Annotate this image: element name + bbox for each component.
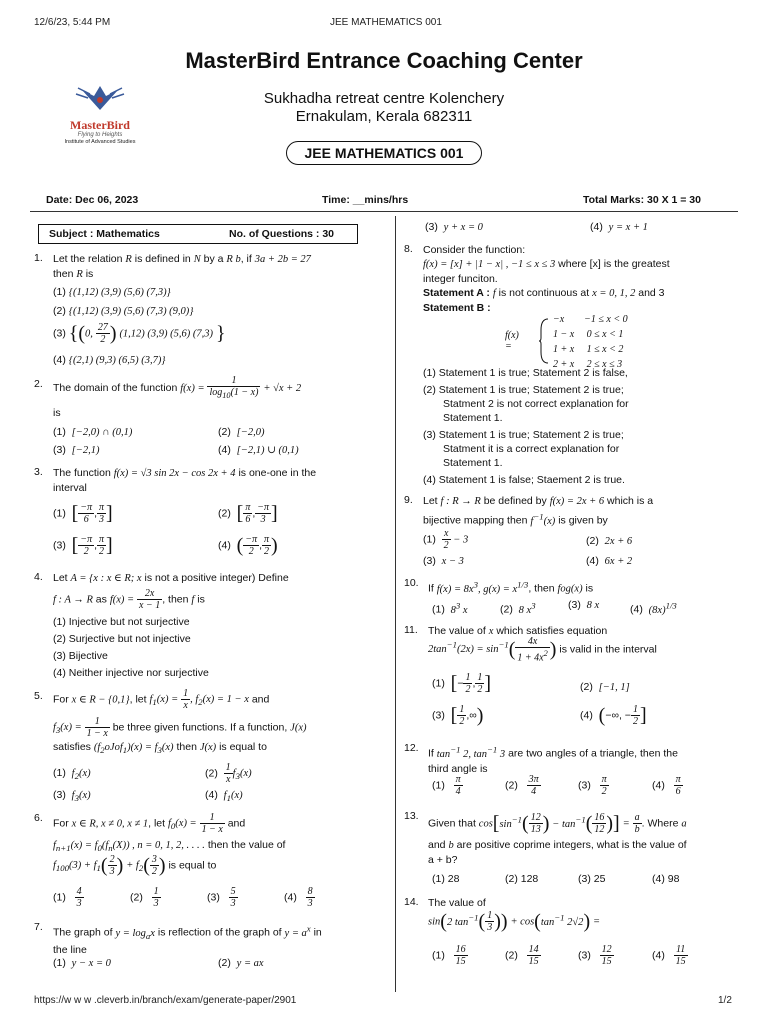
- question-6-line3: $f_{100}(3) + f_1$( $\frac{2}{3}$ ) + $f_2$( $\frac{3}{2}$ ) is equal to: [53, 854, 217, 877]
- q11-option-4[interactable]: (4) (−∞, − $\frac{1}{2}$ ]: [580, 704, 647, 727]
- q13-option-1[interactable]: (1) 28: [432, 873, 460, 885]
- q10-option-3[interactable]: (3) 8 x: [568, 599, 600, 611]
- question-number: 1.: [34, 252, 43, 264]
- q6-option-1[interactable]: (1) $\frac{4}{3}$: [53, 886, 82, 909]
- q5-option-4[interactable]: (4) $f_1(x)$: [205, 789, 243, 804]
- question-7: The graph of $y = \log_ax$ is reflection of the graph of $y = a^x$ in the line: [53, 923, 322, 956]
- q6-option-2[interactable]: (2) $\frac{1}{3}$: [130, 886, 159, 909]
- q1-option-2[interactable]: (2) {(1,12) (3,9) (5,6) (7,3) (9,0)}: [53, 305, 194, 317]
- q13-option-2[interactable]: (2) 128: [505, 873, 539, 885]
- question-9: Let f : R → R be defined by f(x) = 2x + 6 which is a bijective mapping then $f^{-1}(x)$ is given by: [423, 495, 654, 527]
- print-page-number: 1/2: [718, 995, 732, 1006]
- q2-tail: is: [53, 407, 61, 419]
- question-number: 5.: [34, 690, 43, 702]
- address-line-2: Ernakulam, Kerala 682311: [295, 108, 473, 125]
- question-number: 4.: [34, 571, 43, 583]
- divider: [30, 211, 738, 212]
- q6-option-3[interactable]: (3) $\frac{5}{3}$: [207, 886, 236, 909]
- q9-option-4[interactable]: (4) 6x + 2: [586, 555, 633, 567]
- q11-option-1[interactable]: (1) [− $\frac{1}{2}$ , $\frac{1}{2}$ ]: [432, 672, 492, 695]
- question-number: 3.: [34, 466, 43, 478]
- q8-option-2[interactable]: (2) Statement 1 is true; Statement 2 is true;: [423, 384, 624, 396]
- q8-option-2-line3: Statement 1.: [443, 412, 503, 424]
- q10-option-1[interactable]: (1) $8^3$ x: [432, 600, 468, 616]
- q8-option-3-line3: Statement 1.: [443, 457, 503, 469]
- print-url: https://w w w .cleverb.in/branch/exam/generate-paper/2901: [34, 995, 297, 1006]
- question-5-line3: satisfies $(f_2oJof_1)(x) = f_3(x)$ then J(x) is equal to: [53, 741, 267, 756]
- subject-box: [38, 224, 358, 244]
- question-14-expression: sin(2 $\tan^{-1}$( $\frac{1}{3}$ )) + $\cos(\tan^{-1}$ 2√2) =: [428, 910, 601, 934]
- question-5: For x ∈ R − {0,1}, let $f_1(x)$ = $\frac{1}{x}$ , $f_2(x) = 1 - x$ and: [53, 688, 270, 711]
- q4-option-1[interactable]: (1) Injective but not surjective: [53, 616, 190, 628]
- q1-option-4[interactable]: (4) {(2,1) (9,3) (6,5) (3,7)}: [53, 354, 166, 366]
- question-11-line2: $2\tan^{-1}(2x) = \sin^{-1}$( $\frac{4x}{1 + 4x^2}$ ) is valid in the interval: [428, 636, 657, 664]
- print-tab-title: JEE MATHEMATICS 001: [330, 17, 442, 28]
- q7-option-3[interactable]: (3) y + x = 0: [425, 221, 483, 233]
- question-8: Consider the function: f(x) = [x] + |1 − x| , −1 ≤ x ≤ 3 where [x] is the greatest integer funciton. Statement A : f is not continuous at x = 0, 1, 2 and 3 Statement B :: [423, 244, 670, 314]
- q7-option-4[interactable]: (4) y = x + 1: [590, 221, 648, 233]
- q9-option-2[interactable]: (2) 2x + 6: [586, 535, 633, 547]
- question-count: No. of Questions : 30: [229, 228, 335, 240]
- question-4-line2: f : A → R as f(x) = $\frac{2x}{x - 1}$ , then f is: [53, 588, 205, 611]
- question-6-line2: $f_{n+1}(x) = f_0(f_n(X))$ , n = 0, 1, 2, . . . . then the value of: [53, 839, 286, 854]
- q2-option-1[interactable]: (1) [−2,0) ∩ (0,1): [53, 426, 133, 438]
- q8-option-4[interactable]: (4) Statement 1 is false; Staement 2 is true.: [423, 474, 625, 486]
- q7-option-1[interactable]: (1) y − x = 0: [53, 957, 111, 969]
- q8-option-2-line2: Statment 2 is not correct explanation for: [443, 398, 629, 410]
- question-13-line2: and b are positive coprime integers, what is the value of a + b?: [428, 839, 687, 866]
- q2-option-2[interactable]: (2) [−2,0): [218, 426, 265, 438]
- q14-option-3[interactable]: (3) $\frac{12}{15}$: [578, 944, 612, 967]
- q8-option-3[interactable]: (3) Statement 1 is true; Statement 2 is true;: [423, 429, 624, 441]
- question-number: 8.: [404, 243, 413, 255]
- question-5-line2: $f_3(x)$ = $\frac{1}{1 - x}$ be three given functions. If a function, J(x): [53, 716, 307, 739]
- q4-option-4[interactable]: (4) Neither injective nor surjective: [53, 667, 209, 679]
- q3-option-4[interactable]: (4) ( $\frac{-\pi}{2}$ , $\frac{\pi}{2}$ ): [218, 534, 278, 557]
- question-2: The domain of the function f(x) = $\frac{1}{\log_{10}(1 - x)}$ + √x + 2: [53, 375, 302, 400]
- question-6: For x ∈ R, x ≠ 0, x ≠ 1, let $f_0(x)$ = $\frac{1}{1 - x}$ and: [53, 812, 246, 835]
- logo-text: MasterBird: [70, 118, 130, 132]
- q3-option-3[interactable]: (3) [ $\frac{-\pi}{2}$ , $\frac{\pi}{2}$ ]: [53, 534, 113, 557]
- q12-option-2[interactable]: (2) $\frac{3\pi}{4}$: [505, 774, 539, 797]
- q7-option-2[interactable]: (2) y = ax: [218, 957, 264, 969]
- q6-option-4[interactable]: (4) $\frac{8}{3}$: [284, 886, 313, 909]
- question-4: Let A = {x : x ∈ R; x is not a positive integer) Define: [53, 572, 289, 584]
- column-divider: [395, 216, 396, 992]
- q11-option-2[interactable]: (2) [−1, 1]: [580, 681, 630, 693]
- question-12: If $\tan^{-1} 2$, $\tan^{-1} 3$ are two angles of a triangle, then the third angle is: [428, 744, 678, 775]
- subject-label: Subject : Mathematics: [49, 228, 160, 240]
- q9-option-1[interactable]: (1) $\frac{x}{2}$ − 3: [423, 528, 469, 551]
- q11-option-3[interactable]: (3) [ $\frac{1}{2}$ ,∞): [432, 704, 484, 727]
- exam-date: Date: Dec 06, 2023: [46, 194, 139, 206]
- q2-option-4[interactable]: (4) [−2,1) ∪ (0,1): [218, 444, 299, 456]
- question-3: The function f(x) = √3 sin 2x − cos 2x + 4 is one-one in the interval: [53, 467, 317, 494]
- question-number: 2.: [34, 378, 43, 390]
- q8-option-1[interactable]: (1) Statement 1 is true; Statement 2 is false,: [423, 367, 628, 379]
- q14-option-1[interactable]: (1) $\frac{16}{15}$: [432, 944, 466, 967]
- q9-option-3[interactable]: (3) x − 3: [423, 555, 464, 567]
- question-number: 11.: [404, 624, 418, 636]
- page-title: MasterBird Entrance Coaching Center: [185, 48, 583, 73]
- q10-option-4[interactable]: (4) $(8x)^{1/3}$: [630, 600, 677, 616]
- question-number: 9.: [404, 494, 413, 506]
- q5-option-1[interactable]: (1) $f_2(x)$: [53, 767, 91, 782]
- q1-option-3[interactable]: (3) {(0, $\frac{27}{2}$ ) (1,12) (3,9) (5,6) (7,3) }: [53, 322, 226, 345]
- q13-option-3[interactable]: (3) 25: [578, 873, 606, 885]
- q5-option-2[interactable]: (2) $\frac{1}{x}$ $f_3(x)$: [205, 762, 252, 785]
- q8-option-3-line2: Statment it is a correct explanation for: [443, 443, 620, 455]
- q14-option-2[interactable]: (2) $\frac{14}{15}$: [505, 944, 539, 967]
- print-datetime: 12/6/23, 5:44 PM: [34, 17, 111, 28]
- q4-option-2[interactable]: (2) Surjective but not injective: [53, 633, 191, 645]
- q3-option-2[interactable]: (2) [ $\frac{\pi}{6}$ , $\frac{-\pi}{3}$ ]: [218, 502, 278, 525]
- q12-option-1[interactable]: (1) $\frac{\pi}{4}$: [432, 774, 461, 797]
- question-1: Let the relation R is defined in N by a R b, if 3a + 2b = 27 then R is: [53, 253, 311, 280]
- address-line-1: Sukhadha retreat centre Kolenchery: [263, 90, 505, 107]
- question-number: 14.: [404, 896, 419, 908]
- exam-name-badge: JEE MATHEMATICS 001: [286, 141, 482, 165]
- question-10: If $f(x) = 8x^3$, $g(x) = x^{1/3}$, then fog(x) is: [428, 579, 594, 595]
- question-number: 12.: [404, 742, 419, 754]
- question-13: Given that $\cos[\sin^{-1}$( $\frac{12}{13}$ ) − $\tan^{-1}$( $\frac{16}{12}$ )] = $\frac{a}{b}$ . Where a: [428, 812, 687, 836]
- question-number: 13.: [404, 810, 419, 822]
- q1-option-1[interactable]: (1) {(1,12) (3,9) (5,6) (7,3)}: [53, 286, 171, 298]
- q5-option-3[interactable]: (3) $f_3(x)$: [53, 789, 91, 804]
- question-11: The value of x which satisfies equation: [428, 625, 608, 637]
- q12-option-4[interactable]: (4) $\frac{\pi}{6}$: [652, 774, 681, 797]
- logo-subtitle: Institute of Advanced Studies: [64, 139, 136, 145]
- q3-option-1[interactable]: (1) [ $\frac{-\pi}{6}$ , $\frac{\pi}{3}$ ]: [53, 502, 113, 525]
- logo-tagline: Flying to Heights: [77, 132, 123, 138]
- q12-option-3[interactable]: (3) $\frac{\pi}{2}$: [578, 774, 607, 797]
- question-number: 10.: [404, 577, 419, 589]
- question-14: The value of: [428, 897, 486, 909]
- q13-option-4[interactable]: (4) 98: [652, 873, 680, 885]
- q10-option-2[interactable]: (2) 8 $x^3$: [500, 600, 536, 616]
- question-number: 7.: [34, 921, 43, 933]
- q2-option-3[interactable]: (3) [−2,1): [53, 444, 100, 456]
- total-marks: Total Marks: 30 X 1 = 30: [583, 194, 701, 206]
- q14-option-4[interactable]: (4) $\frac{11}{15}$: [652, 944, 686, 967]
- question-number: 6.: [34, 812, 43, 824]
- exam-time: Time: __mins/hrs: [322, 194, 409, 206]
- q4-option-3[interactable]: (3) Bijective: [53, 650, 108, 662]
